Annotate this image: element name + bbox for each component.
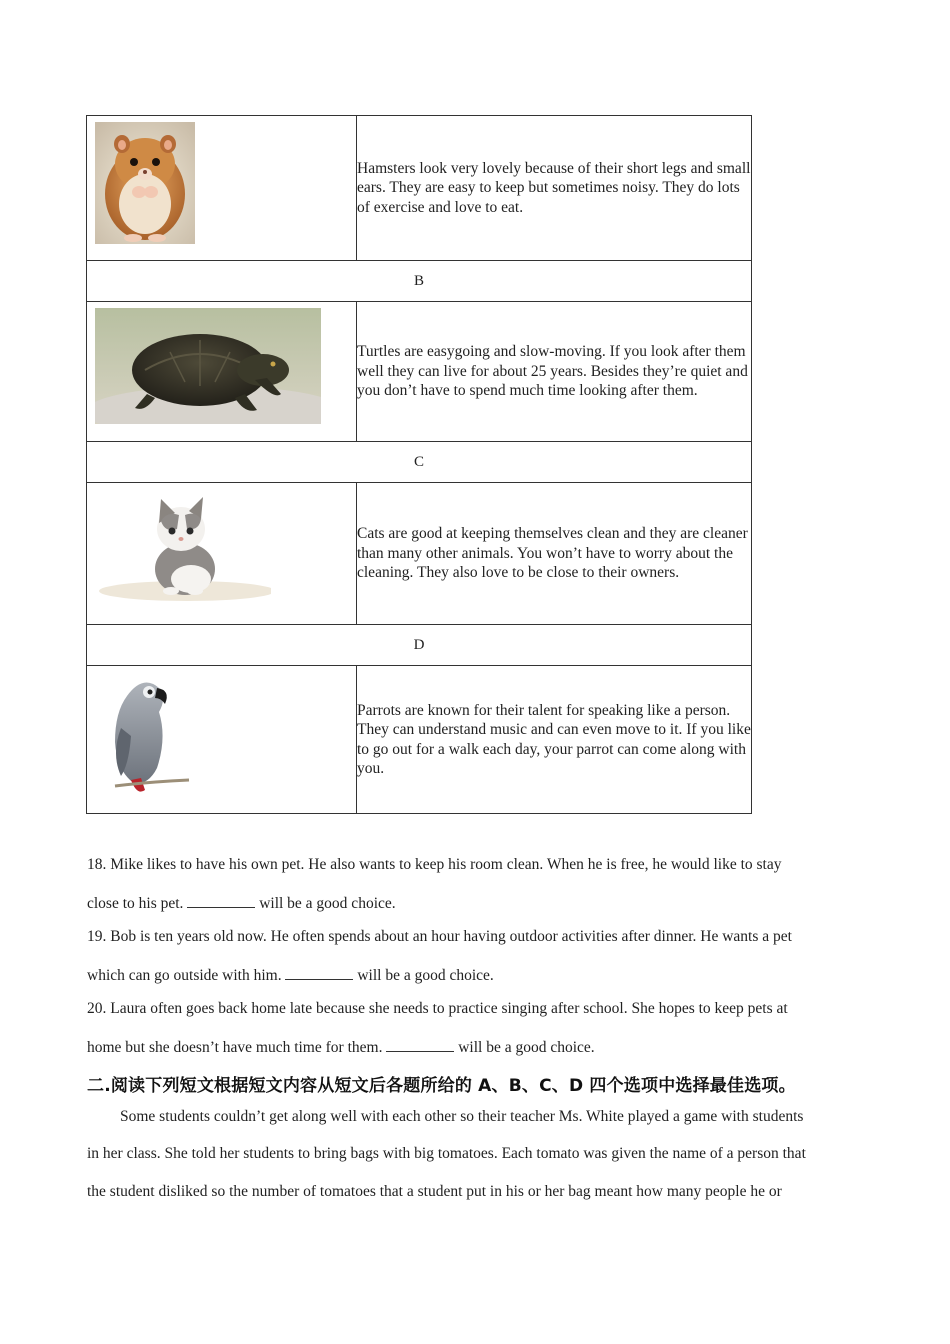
passage-line-2: in her class. She told her students to bring bags with big tomatoes. Each tomato was given the name of a person that (87, 1145, 806, 1162)
table-row-hamster (87, 116, 752, 261)
option-label-d: D (87, 625, 752, 666)
passage-line-1: Some students couldn’t get along well with each other so their teacher Ms. White played a game with students (120, 1108, 804, 1125)
table-row-label-c (87, 442, 752, 483)
table-row-label-b (87, 261, 752, 302)
option-label-b: B (87, 261, 752, 302)
parrot-description: Parrots are known for their talent for speaking like a person. They can understand music and can even move to it. If you like to go out for a walk each day, your parrot can come along with you. (357, 666, 752, 814)
question-19-line2 (87, 965, 494, 985)
question-20-text-before: home but she doesn’t have much time for them. (87, 1039, 387, 1056)
question-19-line1: 19. Bob is ten years old now. He often spends about an hour having outdoor activities after dinner. He wants a pet (87, 928, 792, 945)
answer-blank-18[interactable] (187, 893, 255, 908)
question-20-line1: 20. Laura often goes back home late because she needs to practice singing after school. She hopes to keep pets at (87, 1000, 788, 1017)
hamster-image-cell (87, 116, 357, 261)
question-18-line2 (87, 893, 396, 913)
turtle-photo (95, 308, 321, 424)
option-label-c: C (87, 442, 752, 483)
turtle-image-cell (87, 302, 357, 442)
parrot-image-cell (87, 666, 357, 814)
table-row-turtle (87, 302, 752, 442)
question-20-text-after: will be a good choice. (454, 1039, 595, 1056)
question-20-line2 (87, 1037, 595, 1057)
hamster-description: Hamsters look very lovely because of their short legs and small ears. They are easy to keep but sometimes noisy. They do lots of exercise and love to eat. (357, 116, 752, 261)
parrot-photo (97, 672, 197, 798)
section-heading: 二.阅读下列短文根据短文内容从短文后各题所给的 A、B、C、D 四个选项中选择最佳选项。 (87, 1076, 796, 1096)
question-18-text-after: will be a good choice. (255, 895, 396, 912)
question-18-text-before: close to his pet. (87, 895, 188, 912)
table-row-parrot (87, 666, 752, 814)
cat-image-cell (87, 483, 357, 625)
table-row-cat (87, 483, 752, 625)
question-19-text-after: will be a good choice. (353, 967, 494, 984)
passage-line-3: the student disliked so the number of tomatoes that a student put in his or her bag meant how many people he or (87, 1183, 782, 1200)
hamster-photo (95, 122, 195, 244)
table-row-label-d (87, 625, 752, 666)
turtle-description: Turtles are easygoing and slow-moving. If you look after them well they can live for about 25 years. Besides they’re quiet and you don’t have to spend much time looking after them. (357, 302, 752, 442)
kitten-photo (95, 489, 271, 611)
question-18-line1: 18. Mike likes to have his own pet. He also wants to keep his room clean. When he is free, he would like to stay (87, 856, 782, 873)
answer-blank-19[interactable] (285, 965, 353, 980)
pets-table (86, 115, 752, 814)
answer-blank-20[interactable] (386, 1037, 454, 1052)
cat-description: Cats are good at keeping themselves clean and they are cleaner than many other animals. You won’t have to worry about the cleaning. They also love to be close to their owners. (357, 483, 752, 625)
question-19-text-before: which can go outside with him. (87, 967, 286, 984)
